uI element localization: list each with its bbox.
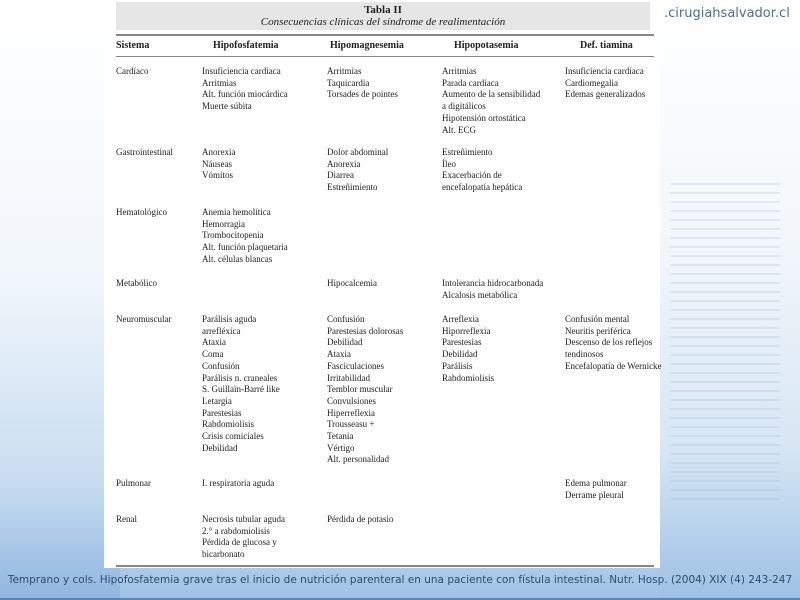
cell-line: Pérdida de potasio	[327, 514, 394, 524]
header-def-tiamina: Def. tiamina	[580, 40, 633, 51]
cell-line: Neuritis periférica	[565, 325, 631, 336]
cell-line: Letargia	[202, 395, 232, 406]
cell-line: Parálisis n. craneales	[202, 372, 278, 383]
cell-sistema	[116, 207, 167, 219]
cell-line: Debilidad	[327, 337, 363, 348]
brand-url: .cirugiahsalvador.cl	[664, 6, 790, 21]
cell-line: Arritmias	[202, 77, 237, 88]
header-hipofosfatemia: Hipofosfatemia	[213, 40, 279, 51]
cell-line: Alt. ECG	[442, 124, 477, 135]
cell-line: Rabdomiolisis	[202, 419, 255, 430]
cell-line: Hipocalcemia	[327, 278, 377, 288]
cell-line: Anorexia	[202, 147, 236, 157]
header-sistema: Sistema	[116, 40, 150, 51]
cell-sistema	[116, 147, 173, 159]
cell-line: Parada cardíaca	[442, 77, 499, 88]
cell-hipofosfatemia	[202, 478, 274, 490]
cell-line: Muerte súbita	[202, 101, 252, 112]
cell-hipopotasemia	[442, 314, 494, 384]
cell-line: Alt. células blancas	[202, 253, 273, 264]
cell-hipopotasemia	[442, 66, 540, 136]
cell-line: Arritmias	[442, 66, 477, 76]
cell-sistema	[116, 66, 148, 78]
table-header-row	[116, 36, 654, 54]
system-name: Pulmonar	[116, 478, 151, 488]
cell-line: Torsades de pointes	[327, 89, 398, 100]
cell-line: Ataxia	[202, 337, 226, 348]
cell-line: Encefalopatía de Wernicke	[565, 360, 662, 371]
system-name: Neuromuscular	[116, 314, 172, 324]
cell-line: encefalopatía hepática	[442, 182, 523, 193]
cell-line: Estreñimiento	[327, 182, 378, 193]
cell-line: Tetania	[327, 431, 354, 442]
cell-line: Ataxia	[327, 349, 351, 360]
cell-line: Alt. función miocárdica	[202, 89, 288, 100]
cell-line: Parálisis	[442, 360, 473, 371]
building-watermark	[670, 180, 780, 500]
cell-line: Insuficiencia cardíaca	[202, 66, 281, 76]
cell-hipofosfatemia	[202, 207, 288, 266]
cell-line: Anemia hemolítica	[202, 207, 271, 217]
header-rule	[116, 56, 654, 57]
cell-line: Vértigo	[327, 442, 355, 453]
table-subtitle: Consecuencias clínicas del síndrome de realimentación	[260, 16, 506, 28]
cell-line: Arreflexia	[442, 314, 479, 324]
cell-line: bicarbonato	[202, 549, 245, 560]
cell-line: tendinosos	[565, 349, 604, 360]
cell-line: arrefléxica	[202, 325, 241, 336]
cell-line: Intolerancia hidrocarbonada	[442, 278, 544, 288]
cell-line: Parestesias	[202, 407, 242, 418]
cell-line: Anorexia	[327, 158, 361, 169]
cell-line: Alcalosis metabólica	[442, 289, 518, 300]
cell-line: Derrame pleural	[565, 489, 624, 500]
cell-line: Cardiomegalia	[565, 77, 618, 88]
cell-line: Hiperreflexia	[327, 407, 375, 418]
cell-line: Rabdomiolisis	[442, 372, 495, 383]
system-name: Gastrointestinal	[116, 147, 173, 157]
cell-line: Trombocitopenia	[202, 230, 264, 241]
citation: Temprano y cols. Hipofosfatemia grave tras el inicio de nutrición parenteral en una paciente con fístula intestinal. Nutr. Hosp. (2004) XIX (4) 243-247	[7, 574, 793, 586]
cell-line: S. Guillain-Barré like	[202, 384, 280, 395]
cell-line: Aumento de la sensibilidad	[442, 89, 541, 100]
cell-line: I. respiratoria aguda	[202, 478, 275, 488]
header-hipopotasemia: Hipopotasemia	[454, 40, 519, 51]
cell-line: Descenso de los reflejos	[565, 337, 653, 348]
cell-line: Confusión mental	[565, 314, 630, 324]
cell-line: Parestesias	[442, 337, 482, 348]
cell-line: Debilidad	[202, 442, 238, 453]
cell-hipomagnesemia	[327, 514, 394, 526]
cell-line: Insuficiencia cardíaca	[565, 66, 644, 76]
cell-line: Trousseasu +	[327, 419, 375, 430]
cell-line: Hipotensión ortostática	[442, 112, 526, 123]
cell-line: Coma	[202, 349, 224, 360]
cell-line: 2.° a rabdomiolisis	[202, 525, 270, 536]
table-caption	[116, 2, 650, 30]
bottom-rule	[116, 565, 654, 567]
cell-hipomagnesemia	[327, 147, 388, 194]
cell-line: Alt. personalidad	[327, 454, 389, 465]
cell-line: a digitálicos	[442, 101, 486, 112]
cell-hipomagnesemia	[327, 314, 403, 466]
cell-line: Confusión	[327, 314, 365, 324]
cell-line: Parálisis aguda	[202, 314, 257, 324]
cell-line: Temblor muscular	[327, 384, 393, 395]
cell-sistema	[116, 514, 137, 526]
system-name: Cardíaco	[116, 66, 149, 76]
cell-line: Dolor abdominal	[327, 147, 389, 157]
cell-line: Diarrea	[327, 170, 354, 181]
cell-line: Debilidad	[442, 349, 478, 360]
cell-tiamina	[565, 66, 645, 101]
cell-line: Confusión	[202, 360, 240, 371]
system-name: Renal	[116, 514, 137, 524]
cell-hipopotasemia	[442, 278, 543, 301]
cell-line: Hemorragia	[202, 218, 245, 229]
table-title: Tabla II	[364, 4, 402, 16]
cell-line: Pérdida de glucosa y	[202, 537, 277, 548]
header-hipomagnesemia: Hipomagnesemia	[330, 40, 404, 51]
cell-sistema	[116, 478, 151, 490]
cell-line: Parestesias dolorosas	[327, 325, 404, 336]
cell-line: Hiporreflexia	[442, 325, 491, 336]
cell-line: Crisis comiciales	[202, 431, 264, 442]
cell-hipofosfatemia	[202, 314, 280, 454]
cell-line: Edemas generalizados	[565, 89, 646, 100]
cell-sistema	[116, 278, 157, 290]
cell-line: Exacerbación de	[442, 170, 502, 181]
cell-tiamina	[565, 478, 627, 501]
cell-line: Convulsiones	[327, 395, 377, 406]
cell-hipofosfatemia	[202, 147, 236, 182]
cell-hipomagnesemia	[327, 66, 398, 101]
cell-line: Irritabilidad	[327, 372, 370, 383]
system-name: Metabólico	[116, 278, 157, 288]
system-name: Hematológico	[116, 207, 167, 217]
cell-line: Vómitos	[202, 170, 234, 181]
cell-sistema	[116, 314, 171, 326]
cell-line: Taquicardia	[327, 77, 370, 88]
cell-line: Alt. función plaquetaria	[202, 242, 288, 253]
cell-line: Edema pulmonar	[565, 478, 627, 488]
cell-line: Estreñimiento	[442, 147, 493, 157]
cell-line: Íleo	[442, 158, 456, 169]
cell-line: Náuseas	[202, 158, 232, 169]
cell-line: Fasciculaciones	[327, 360, 384, 371]
cell-line: Necrosis tubular aguda	[202, 514, 285, 524]
cell-tiamina	[565, 314, 662, 373]
cell-hipopotasemia	[442, 147, 522, 194]
cell-hipofosfatemia	[202, 66, 288, 113]
background-left	[0, 0, 120, 600]
cell-line: Arritmias	[327, 66, 362, 76]
cell-hipomagnesemia	[327, 278, 377, 290]
table-page	[104, 0, 660, 568]
cell-hipofosfatemia	[202, 514, 285, 561]
